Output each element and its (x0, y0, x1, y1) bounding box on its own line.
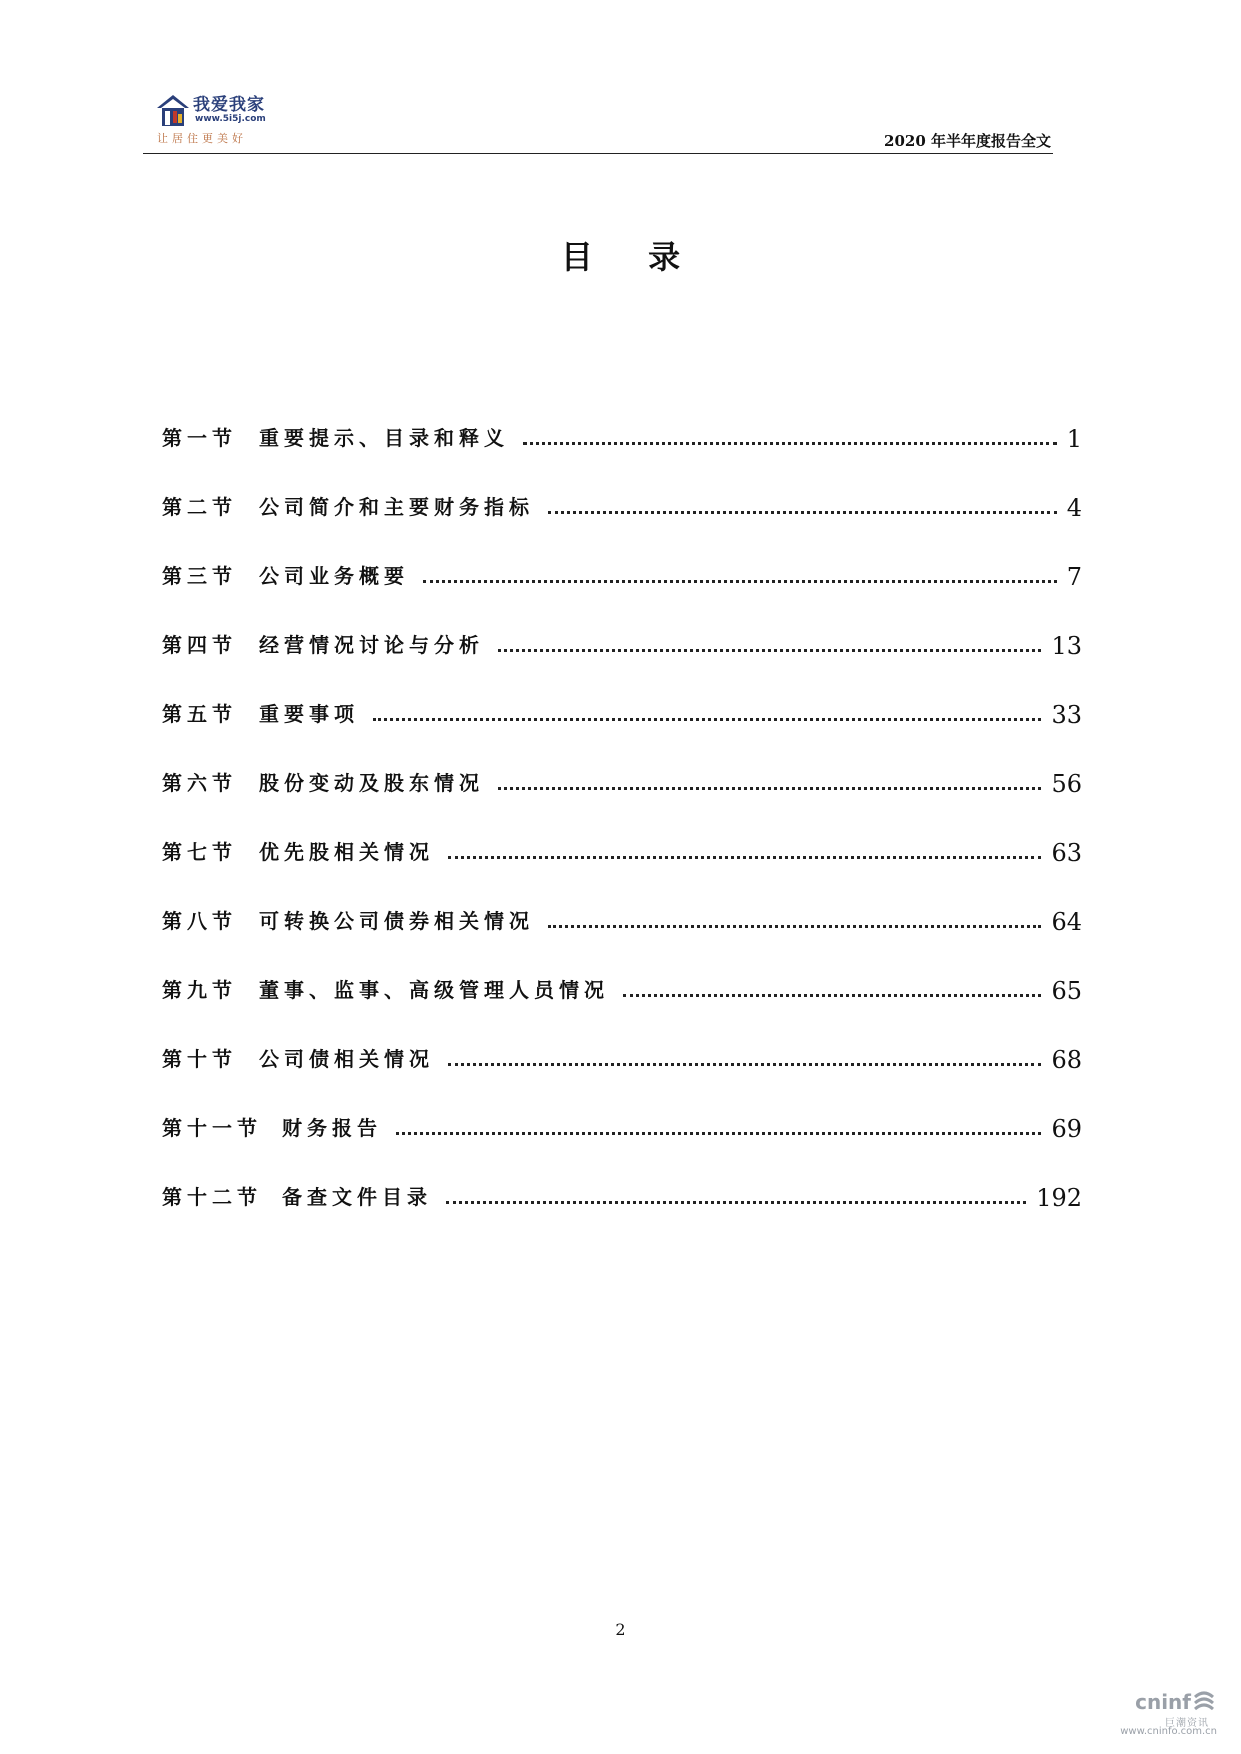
cninfo-chinese-name: 巨潮资讯 (1165, 1718, 1209, 1729)
table-of-contents (162, 388, 1082, 1216)
toc-entry[interactable] (162, 802, 1082, 871)
toc-entry[interactable] (162, 1078, 1082, 1147)
toc-section-name: 公司业务概要 (259, 564, 409, 588)
toc-page-number: 64 (1051, 908, 1082, 936)
toc-section-name: 董事、监事、高级管理人员情况 (259, 978, 609, 1002)
page-number: 2 (615, 1620, 626, 1639)
toc-section-name: 备查文件目录 (282, 1185, 432, 1209)
toc-entry[interactable] (162, 940, 1082, 1009)
cninfo-url: www.cninfo.com.cn (1120, 1726, 1217, 1737)
toc-section-number: 第五节 (162, 702, 237, 726)
toc-entry[interactable] (162, 664, 1082, 733)
toc-page-number: 1 (1066, 425, 1082, 453)
logo-name: 我爱我家 (193, 95, 265, 115)
toc-dot-leader (548, 511, 1057, 514)
report-title: 2020 年半年度报告全文 (884, 132, 1051, 150)
toc-section-number: 第三节 (162, 564, 237, 588)
toc-section-number: 第四节 (162, 633, 237, 657)
toc-dot-leader (446, 1201, 1026, 1204)
toc-section-number: 第一节 (162, 426, 237, 450)
toc-title: 目 录 (560, 238, 703, 276)
toc-page-number: 13 (1051, 632, 1082, 660)
toc-section-name: 公司简介和主要财务指标 (259, 495, 534, 519)
toc-entry[interactable] (162, 388, 1082, 457)
toc-entry[interactable] (162, 457, 1082, 526)
toc-section-number: 第八节 (162, 909, 237, 933)
toc-section-name: 公司债相关情况 (259, 1047, 434, 1071)
house-logo-icon (155, 92, 191, 128)
toc-section-number: 第七节 (162, 840, 237, 864)
toc-dot-leader (396, 1132, 1041, 1135)
toc-section-name: 可转换公司债券相关情况 (259, 909, 534, 933)
company-logo (155, 86, 295, 150)
toc-page-number: 4 (1066, 494, 1082, 522)
toc-entry[interactable] (162, 871, 1082, 940)
toc-section-name: 重要提示、目录和释义 (259, 426, 509, 450)
toc-section-name: 重要事项 (259, 702, 359, 726)
toc-dot-leader (423, 580, 1057, 583)
toc-page-number: 33 (1051, 701, 1082, 729)
toc-dot-leader (373, 718, 1041, 721)
toc-page-number: 192 (1036, 1184, 1082, 1212)
toc-entry[interactable] (162, 595, 1082, 664)
toc-page-number: 69 (1051, 1115, 1082, 1143)
toc-page-number: 56 (1051, 770, 1082, 798)
header-divider (143, 153, 1053, 154)
toc-dot-leader (623, 994, 1041, 997)
toc-entry[interactable] (162, 733, 1082, 802)
toc-section-name: 财务报告 (282, 1116, 382, 1140)
toc-page-number: 65 (1051, 977, 1082, 1005)
toc-page-number: 7 (1066, 563, 1082, 591)
toc-entry[interactable] (162, 526, 1082, 595)
cninfo-name: cninf (1135, 1690, 1191, 1714)
toc-section-number: 第十二节 (162, 1185, 262, 1209)
toc-section-number: 第十节 (162, 1047, 237, 1071)
toc-section-name: 优先股相关情况 (259, 840, 434, 864)
toc-section-number: 第六节 (162, 771, 237, 795)
toc-section-number: 第十一节 (162, 1116, 262, 1140)
toc-dot-leader (448, 1063, 1041, 1066)
toc-dot-leader (523, 442, 1057, 445)
toc-entry[interactable] (162, 1147, 1082, 1216)
toc-dot-leader (548, 925, 1041, 928)
toc-page-number: 63 (1051, 839, 1082, 867)
toc-section-number: 第九节 (162, 978, 237, 1002)
toc-dot-leader (448, 856, 1041, 859)
toc-section-name: 股份变动及股东情况 (259, 771, 484, 795)
toc-page-number: 68 (1051, 1046, 1082, 1074)
logo-slogan: 让居住更美好 (157, 132, 247, 145)
toc-dot-leader (498, 787, 1041, 790)
toc-dot-leader (498, 649, 1041, 652)
page-header (143, 86, 1053, 154)
cninfo-watermark (1111, 1686, 1221, 1736)
toc-section-name: 经营情况讨论与分析 (259, 633, 484, 657)
toc-entry[interactable] (162, 1009, 1082, 1078)
cninfo-swirl-icon (1191, 1688, 1217, 1714)
toc-section-number: 第二节 (162, 495, 237, 519)
logo-url: www.5i5j.com (195, 114, 266, 124)
